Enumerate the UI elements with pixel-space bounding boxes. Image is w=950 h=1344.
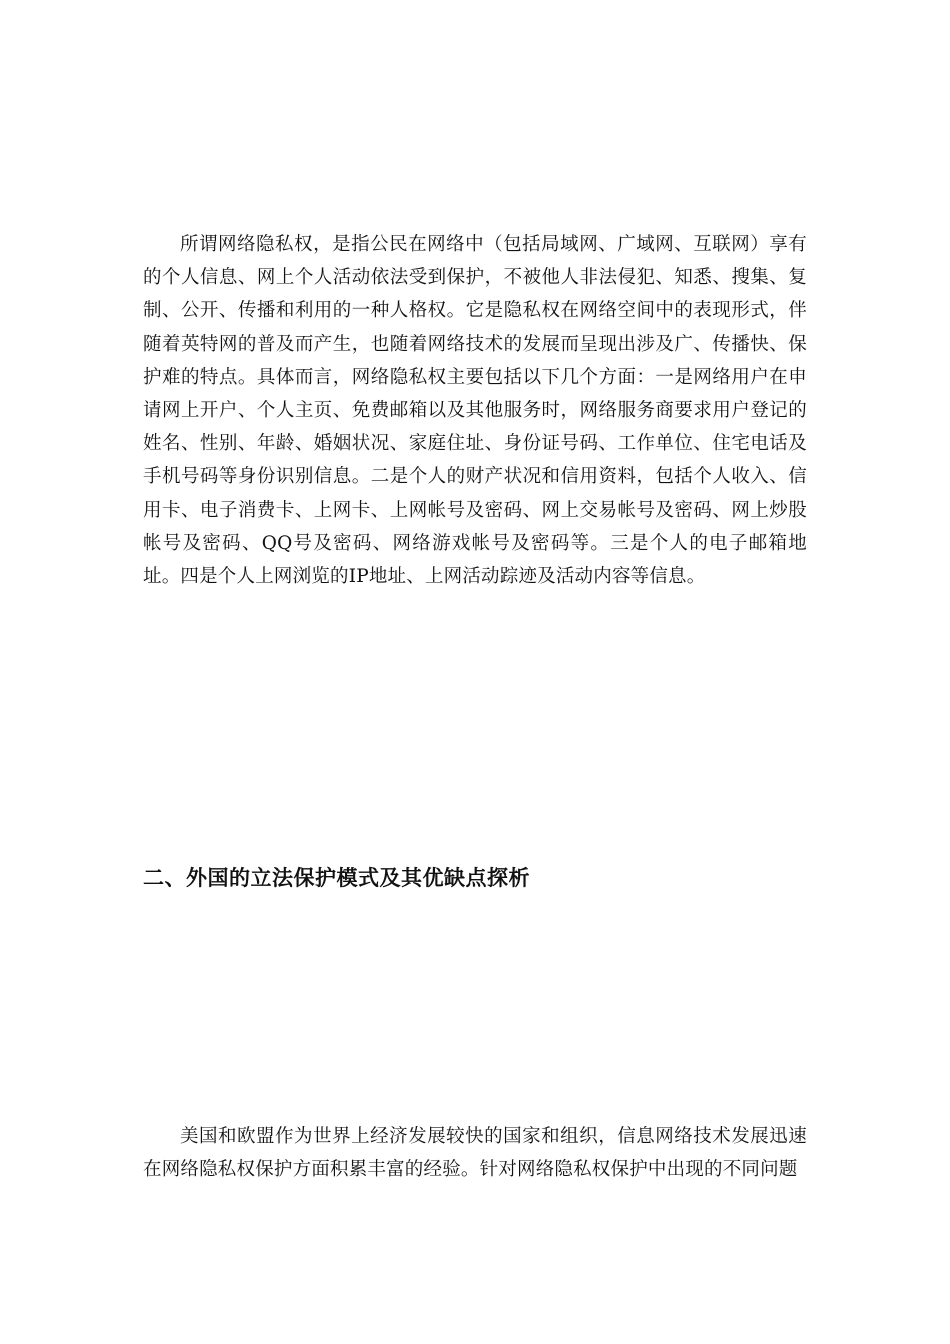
section-heading: 二、外国的立法保护模式及其优缺点探析 bbox=[143, 866, 530, 890]
body-paragraph-us-eu: 美国和欧盟作为世界上经济发展较快的国家和组织，信息网络技术发展迅速在网络隐私权保护方面积累丰富的经验。针对网络隐私权保护中出现的不同问题 bbox=[143, 1126, 807, 1181]
body-paragraph-privacy-definition: 所谓网络隐私权，是指公民在网络中（包括局域网、广域网、互联网）享有的个人信息、网上个人活动依法受到保护，不被他人非法侵犯、知悉、搜集、复制、公开、传播和利用的一种人格权。它是隐私权在网络空间中的表现形式，伴随着英特网的普及而产生，也随着网络技术的发展而呈现出涉及广、传播快、保护难的特点。具体而言，网络隐私权主要包括以下几个方面：一是网络用户在申请网上开户、个人主页、免费邮箱以及其他服务时，网络服务商要求用户登记的姓名、性别、年龄、婚姻状况、家庭住址、身份证号码、工作单位、住宅电话及手机号码等身份识别信息。二是个人的财产状况和信用资料，包括个人收入、信用卡、电子消费卡、上网卡、上网帐号及密码、网上交易帐号及密码、网上炒股帐号及密码、QQ号及密码、网络游戏帐号及密码等。三是个人的电子邮箱地址。四是个人上网浏览的IP地址、上网活动踪迹及活动内容等信息。 bbox=[143, 234, 807, 588]
